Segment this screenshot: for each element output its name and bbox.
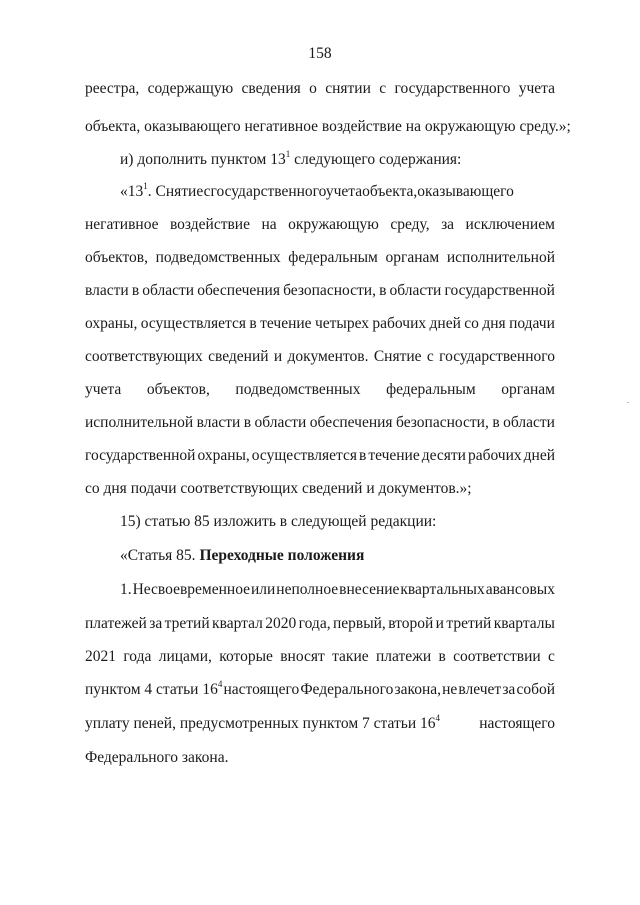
- word: подведомственных: [235, 381, 361, 398]
- word: негативное: [85, 216, 159, 233]
- word: области: [389, 282, 442, 299]
- word: первый,: [332, 615, 386, 632]
- word: в: [243, 414, 252, 431]
- word: третий: [164, 615, 210, 632]
- word: Федерального: [300, 681, 394, 698]
- word: государственного: [210, 183, 326, 200]
- word: собой: [516, 681, 555, 698]
- word: закона,: [394, 681, 441, 698]
- word: платежи: [375, 648, 432, 665]
- word: обеспечения: [309, 414, 393, 431]
- word: осуществляется: [251, 447, 358, 464]
- word: платежей: [85, 615, 147, 632]
- word: сведения: [241, 80, 301, 97]
- word: года,: [298, 615, 331, 632]
- word: в: [379, 282, 387, 299]
- word: области: [503, 414, 555, 431]
- word: о: [309, 80, 317, 97]
- article-title: Переходные положения: [199, 547, 365, 564]
- word: снятии: [325, 80, 371, 97]
- word: безопасности,: [283, 282, 376, 299]
- word: настоящего: [479, 715, 555, 732]
- word: сведений: [208, 348, 269, 365]
- text-line: [120, 150, 461, 170]
- word: в: [131, 282, 140, 299]
- text-line: [85, 380, 555, 400]
- word: власти: [196, 414, 241, 431]
- word: в: [249, 315, 257, 332]
- word: охраны,: [85, 315, 138, 332]
- text-line: [85, 314, 555, 334]
- word: или: [250, 581, 276, 598]
- word: государственной: [444, 282, 555, 299]
- word: Снятие: [373, 348, 422, 365]
- word: 2021: [85, 648, 116, 665]
- word: власти: [85, 282, 129, 299]
- word: настоящего: [223, 681, 300, 698]
- word: безопасности,: [396, 414, 489, 431]
- word: содержащую: [147, 80, 234, 97]
- word: исключением: [465, 216, 555, 233]
- word: в: [359, 447, 367, 464]
- word: вносят: [280, 648, 325, 665]
- word: осуществляется: [140, 315, 246, 332]
- text-line: [120, 546, 364, 566]
- text-line: [85, 446, 555, 466]
- text-with-superscript: [120, 148, 291, 168]
- word: на: [261, 216, 277, 233]
- word: 1.: [120, 581, 132, 598]
- word: объектов,: [146, 381, 210, 398]
- word: и: [435, 615, 444, 632]
- text-fragment: и) дополнить пунктом 13: [120, 151, 286, 168]
- word: учета: [518, 80, 555, 97]
- word: десяти: [421, 447, 466, 464]
- word: третий: [446, 615, 492, 632]
- word: подведомственных: [155, 249, 281, 266]
- word: дней: [429, 315, 461, 332]
- word: с: [379, 80, 387, 97]
- word: с: [548, 648, 555, 665]
- text-line: [85, 680, 555, 700]
- word: объектов,: [85, 249, 148, 266]
- superscript: 1: [143, 180, 148, 191]
- word: такие: [332, 648, 369, 665]
- margin-mark: [627, 402, 629, 403]
- word: исполнительной: [85, 414, 194, 431]
- word: реестра,: [85, 80, 140, 97]
- word: рабочих: [467, 447, 522, 464]
- text-line: [85, 413, 555, 433]
- word: неполное: [276, 581, 339, 598]
- page-number: 158: [308, 45, 332, 62]
- word: со: [464, 315, 479, 332]
- text-line: Федерального закона.: [85, 749, 229, 766]
- word: государственного: [394, 80, 511, 97]
- article-prefix: «Статья 85.: [120, 547, 200, 564]
- word: Несвоевременное: [132, 581, 251, 598]
- text-fragment: . Снятие: [147, 183, 204, 200]
- word: исполнительной: [446, 249, 555, 266]
- text-fragment: «13: [120, 183, 144, 200]
- word: с: [426, 348, 434, 365]
- text-line: [85, 281, 555, 301]
- word: учета: [325, 183, 363, 200]
- text-line: со дня подачи соответствующих сведений и документов.»;: [85, 480, 472, 497]
- word: дня: [482, 315, 506, 332]
- word: федеральным: [288, 249, 378, 266]
- word: четырех: [314, 315, 369, 332]
- word: государственного: [439, 348, 555, 365]
- word: документов.: [287, 348, 369, 365]
- word: не: [442, 681, 458, 698]
- word: 2020: [265, 615, 297, 632]
- text-line: [85, 647, 555, 667]
- word: учета: [85, 381, 122, 398]
- word: в: [492, 414, 500, 431]
- word: кварталы: [493, 615, 555, 632]
- text-line: [85, 614, 555, 634]
- text-line: [85, 248, 555, 268]
- text-line: объекта, оказывающего негативное воздействие на окружающую среду.»;: [85, 118, 571, 135]
- word: и: [273, 348, 283, 365]
- text-line: 15) статью 85 изложить в следующей редакции:: [120, 513, 437, 530]
- word: авансовых: [485, 581, 555, 598]
- word: [120, 180, 204, 200]
- superscript: 4: [217, 678, 223, 689]
- text-fragment: уплату пеней, предусмотренных пунктом 7 статьи 16: [85, 715, 436, 732]
- word: соответствии: [453, 648, 541, 665]
- word: за: [441, 216, 455, 233]
- word: влечет: [458, 681, 502, 698]
- word: второй: [388, 615, 434, 632]
- word: подачи: [509, 315, 555, 332]
- word: оказывающего: [417, 183, 514, 200]
- text-with-superscript: [85, 714, 440, 734]
- word: квартал: [212, 615, 263, 632]
- text-line: [85, 347, 555, 367]
- word: за: [502, 681, 516, 698]
- word: внесение: [339, 581, 400, 598]
- word: воздействие: [169, 216, 250, 233]
- text-line: [120, 182, 514, 202]
- text-line: [85, 714, 555, 734]
- text-line: [120, 580, 555, 600]
- word: которые: [219, 648, 273, 665]
- word: года: [123, 648, 152, 665]
- superscript: 4: [435, 712, 440, 723]
- word: за: [149, 615, 163, 632]
- word: обеспечения: [197, 282, 280, 299]
- word: квартальных: [400, 581, 485, 598]
- word: в: [438, 648, 446, 665]
- text-fragment: следующего содержания:: [290, 151, 462, 168]
- word: среду,: [390, 216, 430, 233]
- word: течение: [260, 315, 312, 332]
- superscript: 1: [285, 148, 291, 159]
- text-line: [85, 215, 555, 235]
- word: государственной: [85, 447, 196, 464]
- word: органам: [385, 249, 440, 266]
- word: области: [142, 282, 195, 299]
- word: с: [203, 183, 211, 200]
- word: рабочих: [372, 315, 427, 332]
- word: течение: [368, 447, 420, 464]
- word: объекта,: [362, 183, 418, 200]
- word: дней: [523, 447, 555, 464]
- text-fragment: пунктом 4 статьи 16: [85, 681, 218, 698]
- word: охраны,: [197, 447, 250, 464]
- word: органам: [501, 381, 555, 398]
- text-line: [85, 79, 555, 99]
- word: окружающую: [288, 216, 379, 233]
- word: федеральным: [386, 381, 476, 398]
- word: соответствующих: [85, 348, 203, 365]
- text-with-superscript: [85, 680, 222, 700]
- word: области: [254, 414, 307, 431]
- word: лицами,: [158, 648, 212, 665]
